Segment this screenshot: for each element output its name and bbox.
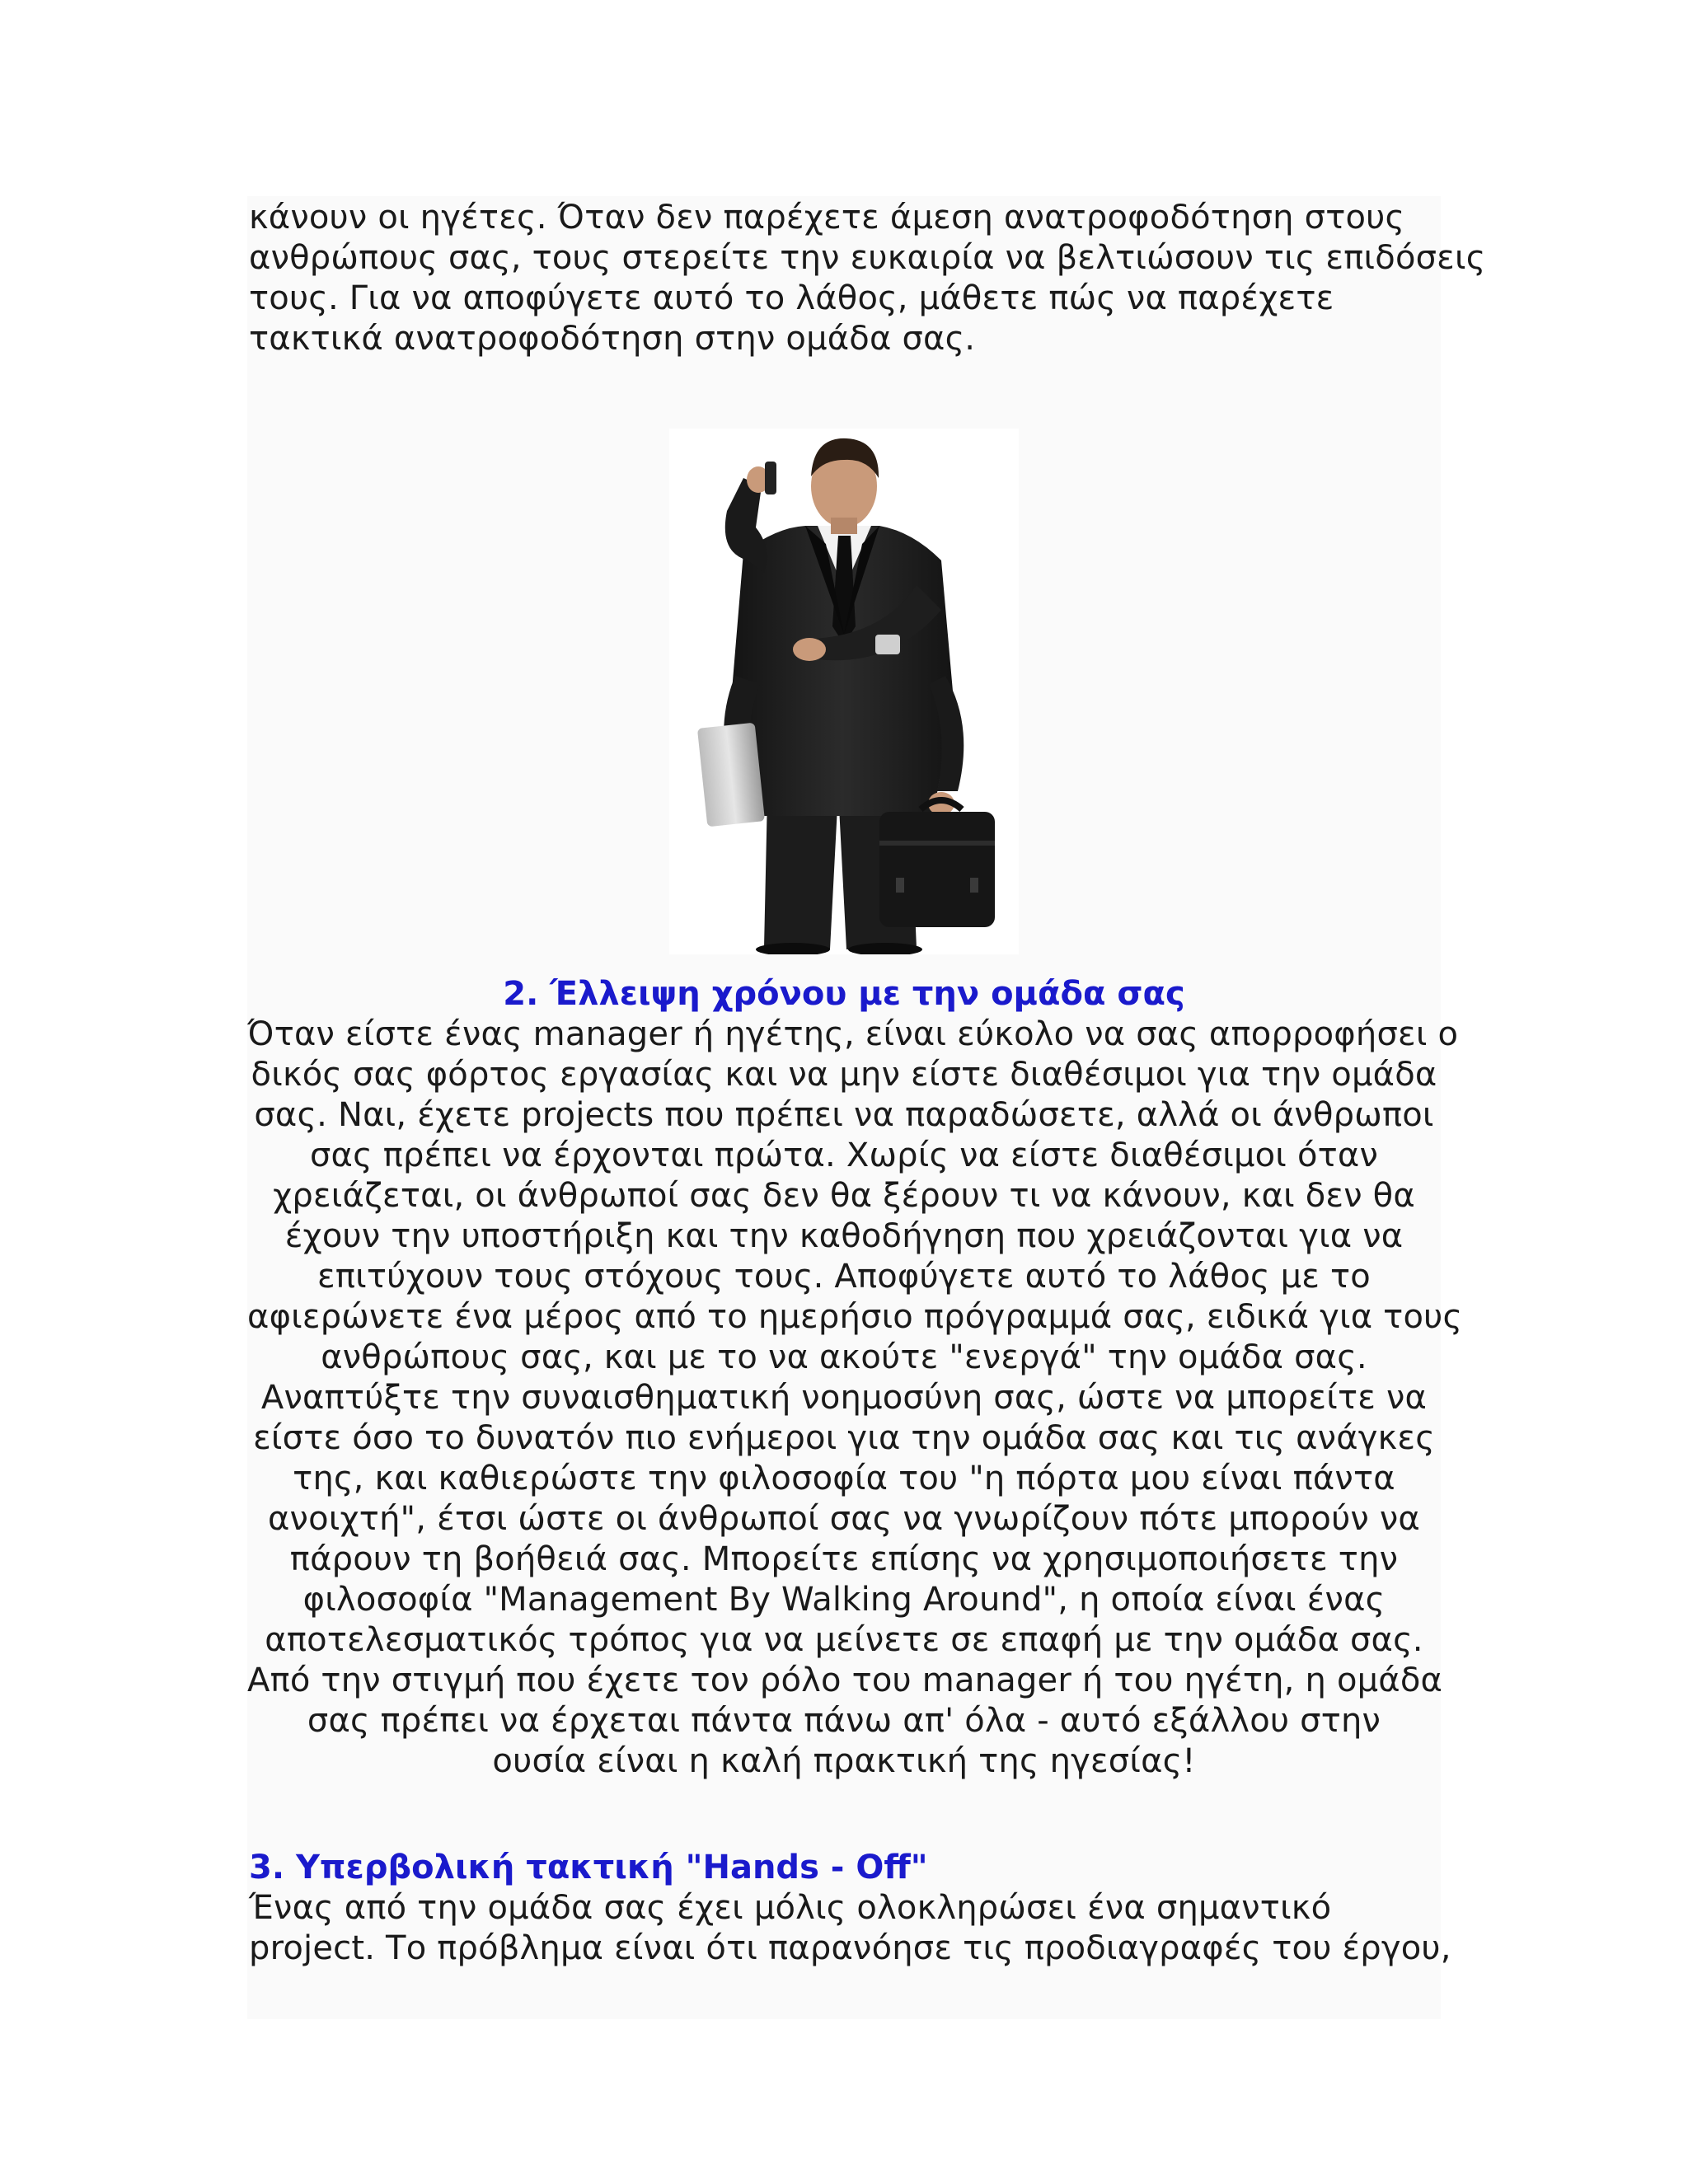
text-line: Όταν είστε ένας manager ή ηγέτης, είναι εύκολο να σας απορροφήσει ο <box>247 1015 1459 1053</box>
text-line: ουσία είναι η καλή πρακτική της ηγεσίας! <box>492 1742 1196 1780</box>
text-line: αποτελεσματικός τρόπος για να μείνετε σε επαφή με την ομάδα σας. <box>265 1621 1423 1659</box>
section-2-paragraph <box>247 1015 1463 1782</box>
section-heading-2: 2. Έλλειψη χρόνου με την ομάδα σας <box>503 975 1185 1013</box>
text-line: Αναπτύξτε την συναισθηματική νοημοσύνη σας, ώστε να μπορείτε να <box>260 1379 1428 1417</box>
text-line: αφιερώνετε ένα μέρος από το ημερήσιο πρόγραμμά σας, ειδικά για τους <box>247 1298 1463 1336</box>
text-line: τακτικά ανατροφοδότηση στην ομάδα σας. <box>249 320 976 358</box>
businessman-photo <box>669 429 1019 954</box>
text-line: ανοιχτή", έτσι ώστε οι άνθρωποί σας να γνωρίζουν πότε μπορούν να <box>267 1500 1420 1538</box>
text-line: σας. Ναι, έχετε projects που πρέπει να παραδώσετε, αλλά οι άνθρωποι <box>254 1096 1434 1134</box>
text-line: δικός σας φόρτος εργασίας και να μην είστε διαθέσιμοι για την ομάδα <box>251 1056 1437 1094</box>
text-line: χρειάζεται, οι άνθρωποί σας δεν θα ξέρουν τι να κάνουν, και δεν θα <box>273 1177 1415 1215</box>
text-line: project. Το πρόβλημα είναι ότι παρανόησε τις προδιαγραφές του έργου, <box>249 1929 1451 1967</box>
text-line: Ένας από την ομάδα σας έχει μόλις ολοκληρώσει ένα σημαντικό <box>249 1889 1332 1927</box>
text-line: επιτύχουν τους στόχους τους. Αποφύγετε αυτό το λάθος με το <box>317 1258 1371 1296</box>
text-line: ανθρώπους σας, τους στερείτε την ευκαιρία να βελτιώσουν τις επιδόσεις <box>249 239 1486 277</box>
text-line: ανθρώπους σας, και με το να ακούτε "ενεργά" την ομάδα σας. <box>321 1338 1367 1376</box>
text-line: σας πρέπει να έρχονται πρώτα. Χωρίς να είστε διαθέσιμοι όταν <box>309 1137 1379 1174</box>
text-line: σας πρέπει να έρχεται πάντα πάνω απ' όλα - αυτό εξάλλου στην <box>307 1702 1381 1740</box>
text-line: κάνουν οι ηγέτες. Όταν δεν παρέχετε άμεση ανατροφοδότηση στους <box>249 199 1405 237</box>
section-heading-3: 3. Υπερβολική τακτική "Hands - Off" <box>249 1849 928 1886</box>
text-line: φιλοσοφία "Management By Walking Around", η οποία είναι ένας <box>302 1581 1386 1619</box>
section-3-paragraph <box>249 1888 1451 1969</box>
text-line: Από την στιγμή που έχετε τον ρόλο του manager ή του ηγέτη, η ομάδα <box>247 1661 1443 1699</box>
text-line: είστε όσο το δυνατόν πιο ενήμεροι για την ομάδα σας και τις ανάγκες <box>253 1419 1435 1457</box>
businessman-illustration <box>669 429 1019 954</box>
text-line: της, και καθιερώστε την φιλοσοφία του "η πόρτα μου είναι πάντα <box>293 1460 1395 1497</box>
text-line: τους. Για να αποφύγετε αυτό το λάθος, μάθετε πώς να παρέχετε <box>249 279 1334 317</box>
intro-paragraph <box>249 198 1486 359</box>
text-line: έχουν την υποστήριξη και την καθοδήγηση που χρειάζονται για να <box>284 1217 1404 1255</box>
text-line: πάρουν τη βοήθειά σας. Μπορείτε επίσης να χρησιμοποιήσετε την <box>289 1540 1399 1578</box>
